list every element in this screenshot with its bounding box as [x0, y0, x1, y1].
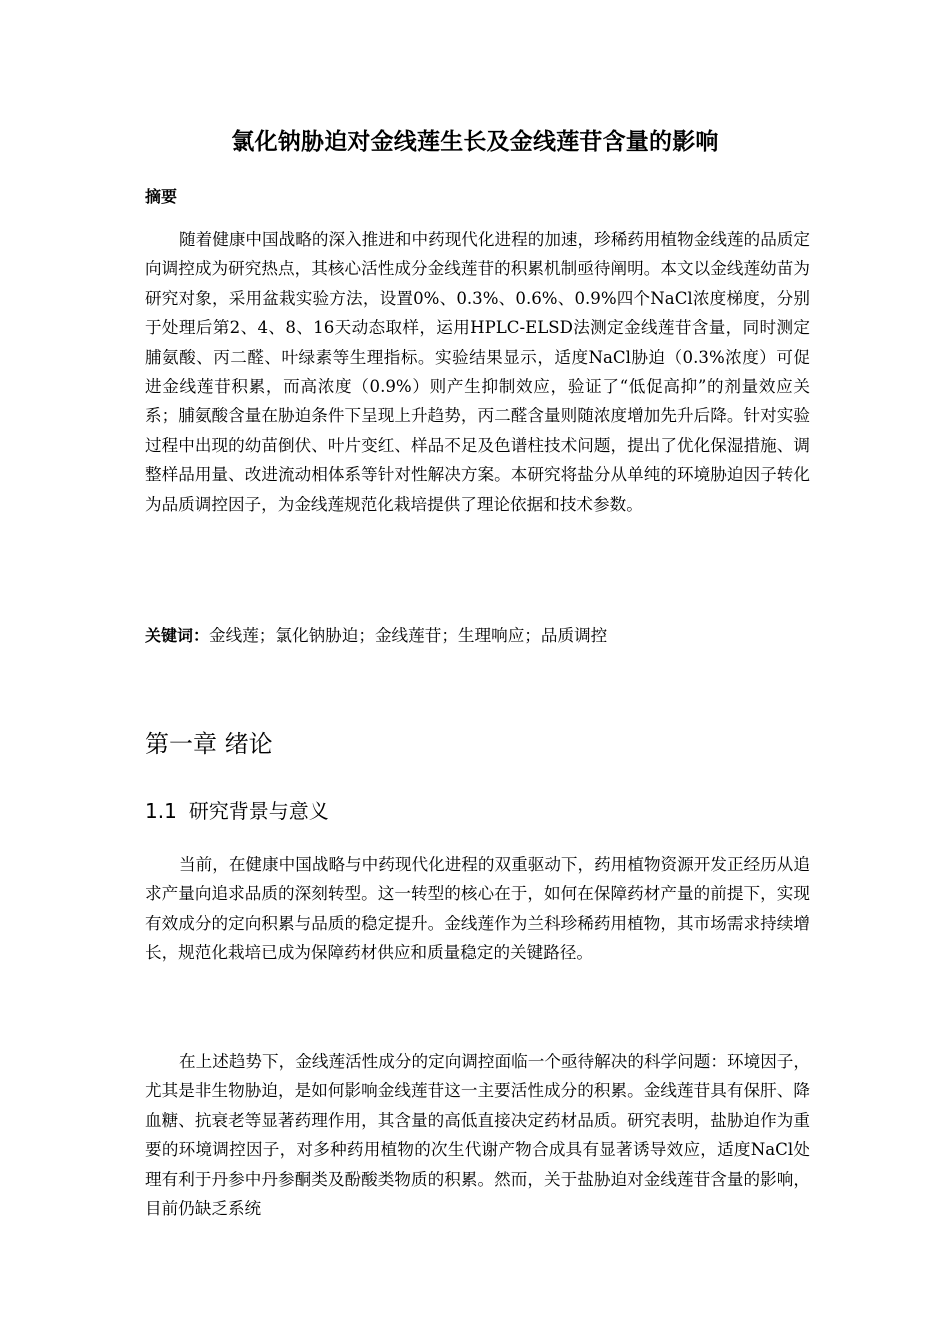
section-heading — [145, 796, 329, 826]
keywords-line — [145, 622, 810, 650]
abstract-heading: 摘要 — [145, 187, 178, 206]
section-number: 1.1 — [145, 799, 177, 823]
section-title: 研究背景与意义 — [188, 799, 329, 823]
chapter-heading: 第一章 绪论 — [145, 730, 273, 758]
keywords-text: 金线莲；氯化钠胁迫；金线莲苷；生理响应；品质调控 — [209, 626, 608, 645]
body-paragraph-2: 在上述趋势下，金线莲活性成分的定向调控面临一个亟待解决的科学问题：环境因子，尤其是非生物胁迫，是如何影响金线莲苷这一主要活性成分的积累。金线莲苷具有保肝、降血糖、抗衰老等显著药理作用，其含量的高低直接决定药材品质。研究表明，盐胁迫作为重要的环境调控因子，对多种药用植物的次生代谢产物合成具有显著诱导效应，适度NaCl处理有利于丹参中丹参酮类及酚酸类物质的积累。然而，关于盐胁迫对金线莲苷含量的影响，目前仍缺乏系统 — [145, 1052, 810, 1219]
abstract-text: 随着健康中国战略的深入推进和中药现代化进程的加速，珍稀药用植物金线莲的品质定向调控成为研究热点，其核心活性成分金线莲苷的积累机制亟待阐明。本文以金线莲幼苗为研究对象，采用盆栽实验方法，设置0%、0.3%、0.6%、0.9%四个NaCl浓度梯度，分别于处理后第2、4、8、16天动态取样，运用HPLC-ELSD法测定金线莲苷含量，同时测定脯氨酸、丙二醛、叶绿素等生理指标。实验结果显示，适度NaCl胁迫（0.3%浓度）可促进金线莲苷积累，而高浓度（0.9%）则产生抑制效应，验证了“低促高抑”的剂量效应关系；脯氨酸含量在胁迫条件下呈现上升趋势，丙二醛含量则随浓度增加先升后降。针对实验过程中出现的幼苗倒伏、叶片变红、样品不足及色谱柱技术问题，提出了优化保湿措施、调整样品用量、改进流动相体系等针对性解决方案。本研究将盐分从单纯的环境胁迫因子转化为品质调控因子，为金线莲规范化栽培提供了理论依据和技术参数。 — [145, 230, 810, 514]
paper-title: 氯化钠胁迫对金线莲生长及金线莲苷含量的影响 — [231, 129, 719, 155]
body-paragraph-1: 当前，在健康中国战略与中药现代化进程的双重驱动下，药用植物资源开发正经历从追求产量向追求品质的深刻转型。这一转型的核心在于，如何在保障药材产量的前提下，实现有效成分的定向积累与品质的稳定提升。金线莲作为兰科珍稀药用植物，其市场需求持续增长，规范化栽培已成为保障药材供应和质量稳定的关键路径。 — [145, 855, 810, 963]
keywords-label: 关键词： — [145, 626, 210, 645]
